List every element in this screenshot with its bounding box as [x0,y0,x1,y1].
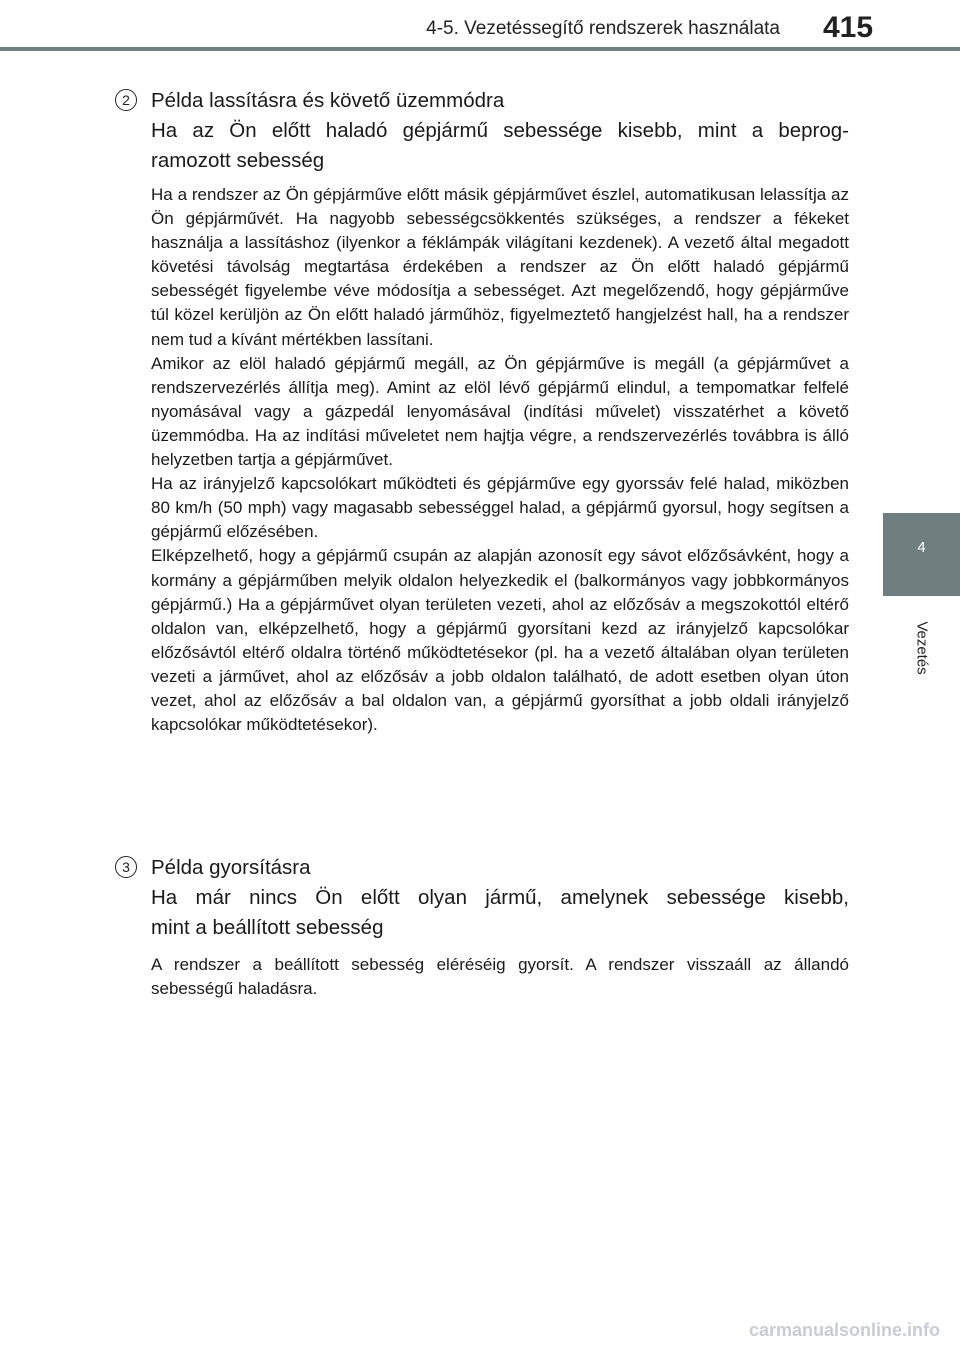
heading-line: ramozott sebesség [151,149,325,172]
step-badge-3: 3 [115,856,137,878]
step-badge-2: 2 [115,89,137,111]
body-paragraph: Ha a rendszer az Ön gépjárműve előtt másik gépjárművet észlel, automatikusan lelassítja az Ön gépjárművét. Ha nagyobb sebességcsökkentés szükséges, a rendszer a fékeket használja a lassításhoz (ilyenkor a féklámpák világítani kezdenek). A vezető által megadott követési távolság megtartása érdekében a rendszer az Ön előtt haladó gépjármű sebességét figyelembe véve módosítja a sebességet. Azt megelőzendő, hogy gépjárműve túl közel kerüljön az Ön előtt haladó járműhöz, figyelmeztető hangjelzést hall, ha a rendszer nem tud a kívánt mértékben lassítani. [151,185,849,349]
heading-line: Ha az Ön előtt haladó gépjármű sebessége kisebb, mint a beprog- [151,119,849,142]
heading-line: mint a beállított sebesség [151,916,384,939]
body-paragraph: A rendszer a beállított sebesség eléréséig gyorsít. A rendszer visszaáll az állandó sebességű haladásra. [151,955,849,999]
section-heading-2 [151,86,849,176]
section-heading-3 [151,853,849,943]
body-paragraph: Elképzelhető, hogy a gépjármű csupán az alapján azonosít egy sávot előzősávként, hogy a kormány a gépjárműben melyik oldalon helyezkedik el (balkormányos vagy jobbkormányos gépjármű.) Ha a gépjárművet olyan területen vezeti, ahol az előzősáv a megszokottól eltérő oldalon van, elképzelhető, hogy a gépjármű gyorsítani kezd az irányjelző kapcsolókar előzősávtól eltérő oldalra történő működtetésekor (pl. ha a vezető általában olyan területen vezeti a járművet, ahol az előzősáv a jobb oldalon található, de adott esetben olyan úton vezet, ahol az előzősáv a bal oldalon van, a gépjármű gyorsíthat a jobb oldali irányjelző kapcsolókar működtetésekor). [151,546,849,735]
body-paragraph: Amikor az elöl haladó gépjármű megáll, az Ön gépjárműve is megáll (a gépjárművet a rendszervezérlés állítja meg). Amint az elöl lévő gépjármű elindul, a tempomatkar felfelé nyomásával vagy a gázpedál lenyomásával (indítási művelet) visszatérhet a követő üzemmódba. Ha az indítási műveletet nem hajtja végre, a rendszervezérlés továbbra is álló helyzetben tartja a gépjárművet. [151,353,849,470]
page-number: 415 [822,11,874,44]
chapter-label: Vezetés [913,621,931,675]
heading-line: Példa gyorsításra [151,856,311,879]
chapter-label-container [902,608,942,688]
header-rule [0,47,960,51]
running-header-title: 4-5. Vezetéssegítő rendszerek használata [426,18,780,39]
chapter-number: 4 [917,539,926,556]
section-body-2 [151,183,849,737]
chapter-tab [883,513,960,596]
body-paragraph: Ha az irányjelző kapcsolókart működteti és gépjárműve egy gyorssáv felé halad, miközben 80 km/h (50 mph) vagy magasabb sebességgel halad, a gépjármű gyorsul, hogy segítsen a gépjármű előzésében. [151,474,849,542]
watermark: carmanualsonline.info [748,1320,940,1340]
heading-line: Ha már nincs Ön előtt olyan jármű, amelynek sebessége kisebb, [151,886,849,909]
heading-line: Példa lassításra és követő üzemmódra [151,89,505,112]
section-body-3 [151,953,849,1001]
